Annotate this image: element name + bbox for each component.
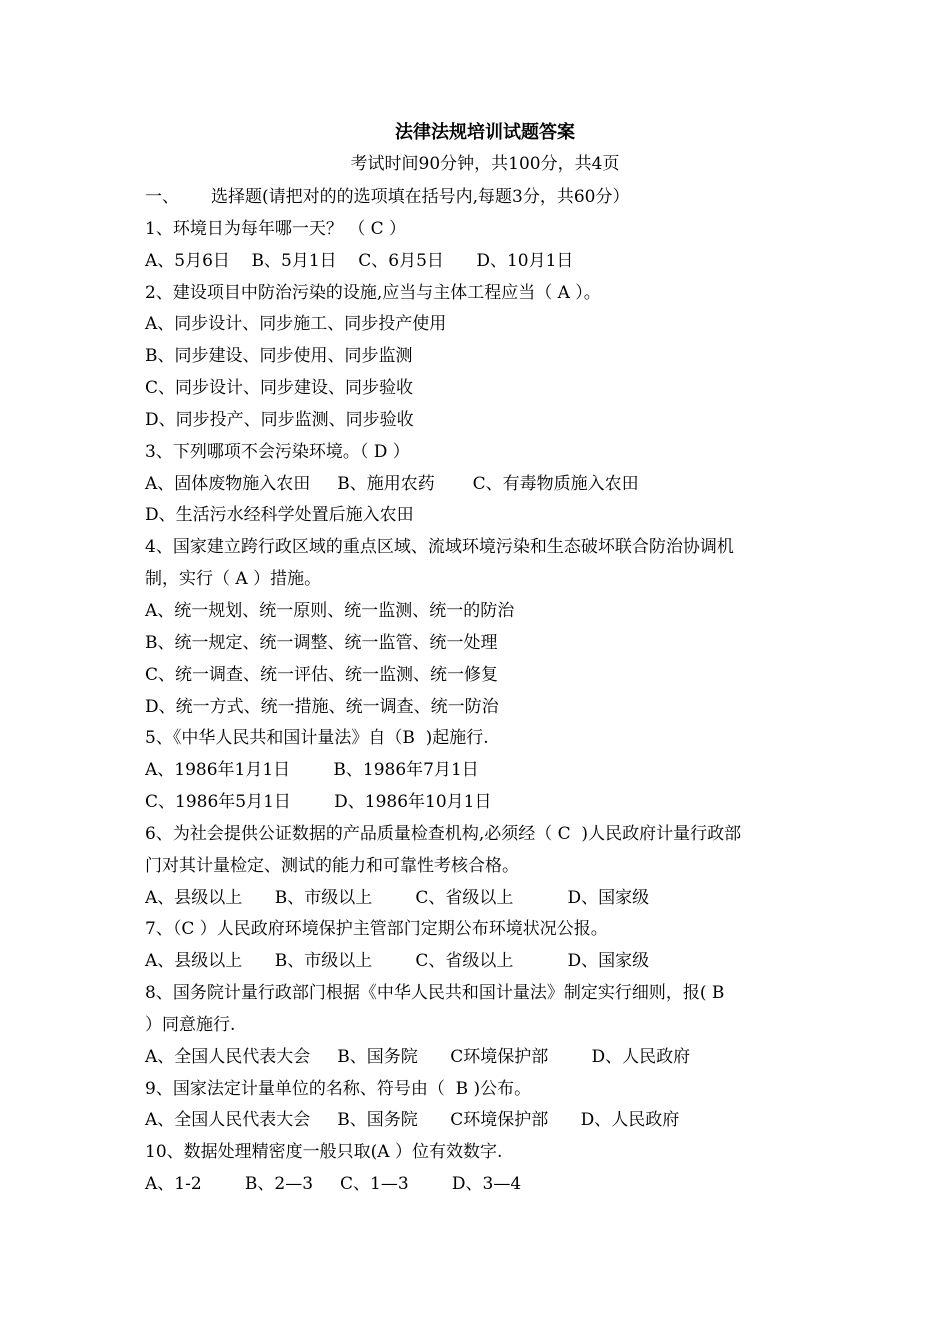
- answer-options: A、固体废物施入农田 B、施用农药 C、有毒物质施入农田: [145, 473, 639, 494]
- question-text: 5、《中华人民共和国计量法》自（B )起施行.: [145, 728, 489, 749]
- answer-options: 门对其计量检定、测试的能力和可靠性考核合格。: [145, 855, 519, 876]
- answer-options: A、全国人民代表大会 B、国务院 C环境保护部 D、人民政府: [145, 1110, 680, 1131]
- answer-options: A、统一规划、统一原则、统一监测、统一的防治: [145, 600, 515, 621]
- answer-options: A、1-2 B、2—3 C、1—3 D、3—4: [145, 1174, 522, 1195]
- question-text: 1、环境日为每年哪一天？ （ C ）: [145, 218, 407, 239]
- question-text: 7、（C ）人民政府环境保护主管部门定期公布环境状况公报。: [145, 919, 608, 940]
- answer-options: D、统一方式、统一措施、统一调查、统一防治: [145, 696, 499, 717]
- answer-options: A、县级以上 B、市级以上 C、省级以上 D、国家级: [145, 951, 650, 972]
- answer-options: C、统一调查、统一评估、统一监测、统一修复: [145, 664, 499, 685]
- answer-options: D、同步投产、同步监测、同步验收: [145, 409, 414, 430]
- answer-options: A、1986年1月1日 B、1986年7月1日: [145, 760, 479, 781]
- section-text: 选择题(请把对的的选项填在括号内,每题3分，共60分）: [211, 187, 630, 207]
- answer-options: C、同步设计、同步建设、同步验收: [145, 378, 414, 399]
- section-number: 一、: [145, 187, 179, 207]
- question-text: 8、国务院计量行政部门根据《中华人民共和国计量法》制定实行细则，报( B: [145, 983, 725, 1004]
- answer-options: A、同步设计、同步施工、同步投产使用: [145, 314, 447, 335]
- page-title: 法律法规培训试题答案: [395, 122, 575, 143]
- answer-options: 制，实行（ A ）措施。: [145, 569, 322, 590]
- question-text: 3、下列哪项不会污染环境。（ D ）: [145, 441, 410, 462]
- question-text: 4、国家建立跨行政区域的重点区域、流域环境污染和生态破坏联合防治协调机: [145, 537, 734, 558]
- question-text: 2、建设项目中防治污染的设施,应当与主体工程应当（ A ）。: [145, 282, 601, 303]
- answer-options: C、1986年5月1日 D、1986年10月1日: [145, 792, 492, 813]
- question-text: 6、为社会提供公证数据的产品质量检查机构,必须经（ C )人民政府计量行政部: [145, 823, 742, 844]
- answer-options: D、生活污水经科学处置后施入农田: [145, 505, 414, 526]
- question-text: 10、数据处理精密度一般只取(A ）位有效数字.: [145, 1142, 503, 1163]
- answer-options: A、全国人民代表大会 B、国务院 C环境保护部 D、人民政府: [145, 1046, 691, 1067]
- answer-options: B、同步建设、同步使用、同步监测: [145, 346, 413, 367]
- question-text: 9、国家法定计量单位的名称、符号由（ B )公布。: [145, 1078, 532, 1099]
- answer-options: A、县级以上 B、市级以上 C、省级以上 D、国家级: [145, 887, 650, 908]
- question-list: [145, 182, 815, 1201]
- exam-info: 考试时间90分钟，共100分，共4页: [350, 154, 620, 174]
- answer-options: A、5月6日 B、5月1日 C、6月5日 D、10月1日: [145, 250, 574, 271]
- answer-options: ）同意施行.: [145, 1014, 236, 1035]
- answer-options: B、统一规定、统一调整、统一监管、统一处理: [145, 632, 498, 653]
- section-heading: [145, 182, 815, 214]
